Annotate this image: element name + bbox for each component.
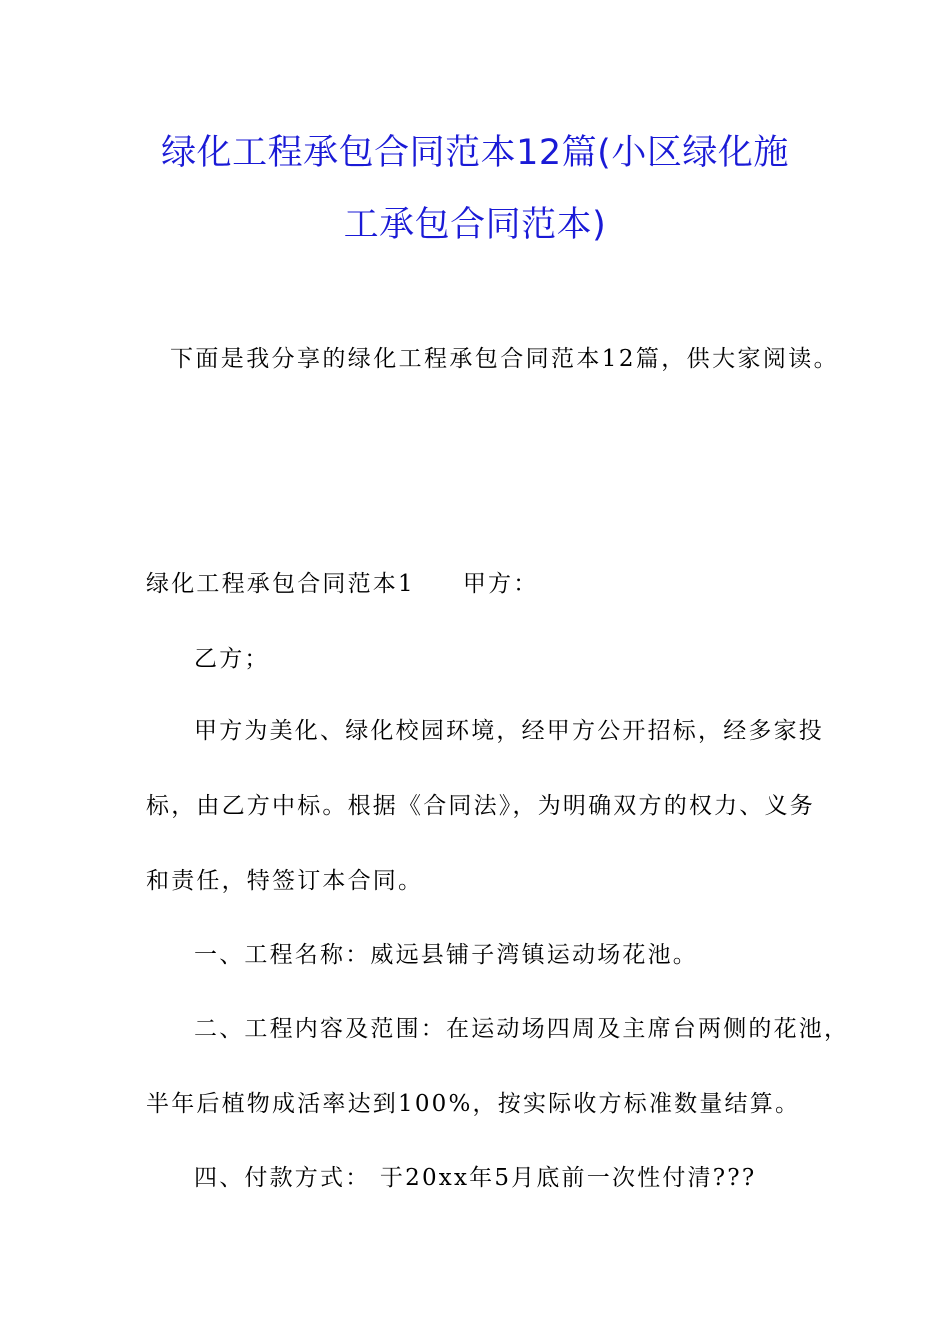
clause-scope-line: 半年后植物成活率达到100%，按实际收方标准数量结算。 [146,1091,801,1117]
party-b-label: 乙方； [194,646,270,672]
intro-paragraph: 下面是我分享的绿化工程承包合同范本12篇，供大家阅读。 [170,346,840,372]
section-heading: 绿化工程承包合同范本1 [146,571,415,597]
clause-scope-line: 二、工程内容及范围：在运动场四周及主席台两侧的花池， [194,1016,850,1042]
clause-payment: 四、付款方式： 于20xx年5月底前一次性付清??? [194,1165,757,1191]
party-a-label: 甲方： [462,571,539,597]
document-title-line-1: 绿化工程承包合同范本12篇(小区绿化施 [161,133,789,173]
paragraph-line: 标，由乙方中标。根据《合同法》，为明确双方的权力、义务 [146,793,815,819]
paragraph-line: 甲方为美化、绿化校园环境，经甲方公开招标，经多家投 [194,718,824,744]
paragraph-line: 和责任，特签订本合同。 [146,868,424,894]
section-heading-row [146,573,538,596]
clause-project-name: 一、工程名称：威远县铺子湾镇运动场花池。 [194,942,698,968]
document-title-line-2: 工承包合同范本) [343,205,607,245]
